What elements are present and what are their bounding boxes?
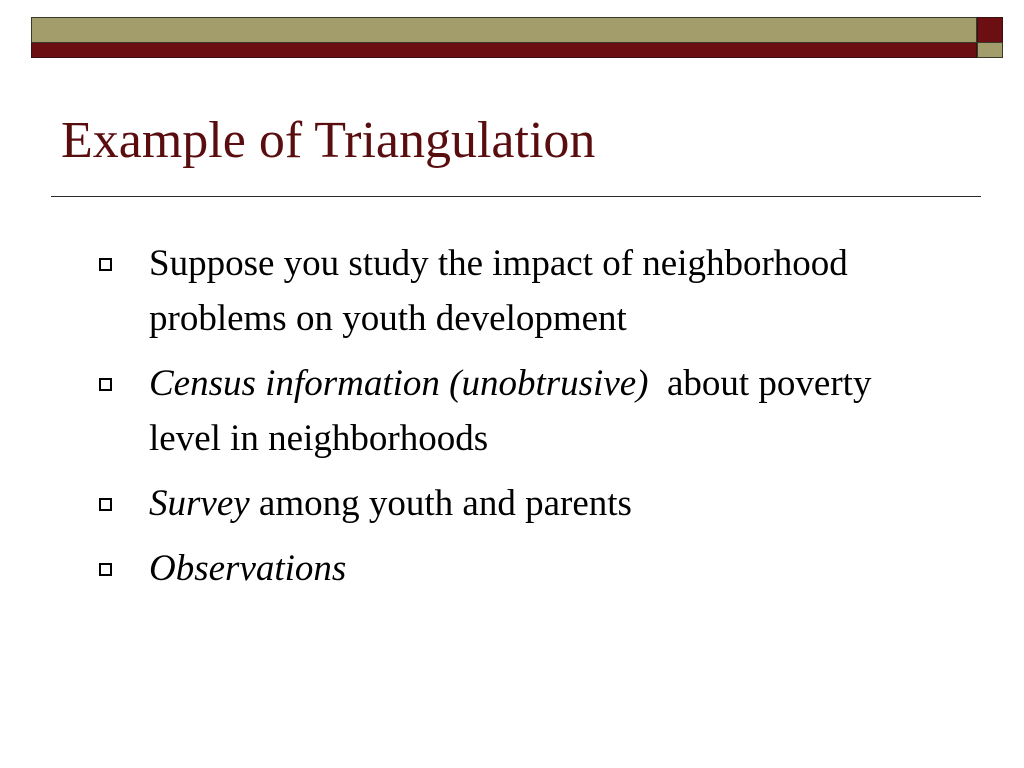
title-divider [51,196,981,197]
hollow-square-bullet-icon [99,258,112,271]
bullet-item-census [97,356,917,466]
bullet-emphasis: Census information (unobtrusive) [149,363,649,404]
bullet-text: Suppose you study the impact of neighborhood problems on youth development [149,243,848,339]
header-band-olive [31,17,977,43]
header-corner-olive-square [977,42,1003,58]
bullet-item-study [97,236,917,346]
bullet-list [97,236,917,606]
hollow-square-bullet-icon [99,498,112,511]
bullet-item-survey [97,476,917,531]
header-band-maroon [31,43,977,58]
header-corner-maroon-square [977,17,1003,43]
hollow-square-bullet-icon [99,378,112,391]
hollow-square-bullet-icon [99,563,112,576]
bullet-item-observations [97,541,917,596]
bullet-emphasis: Survey [149,483,250,524]
bullet-text: about poverty level in neighborhoods [149,363,881,459]
bullet-emphasis: Observations [149,548,347,589]
bullet-text: among youth and parents [249,483,632,524]
slide-title: Example of Triangulation [61,112,596,169]
